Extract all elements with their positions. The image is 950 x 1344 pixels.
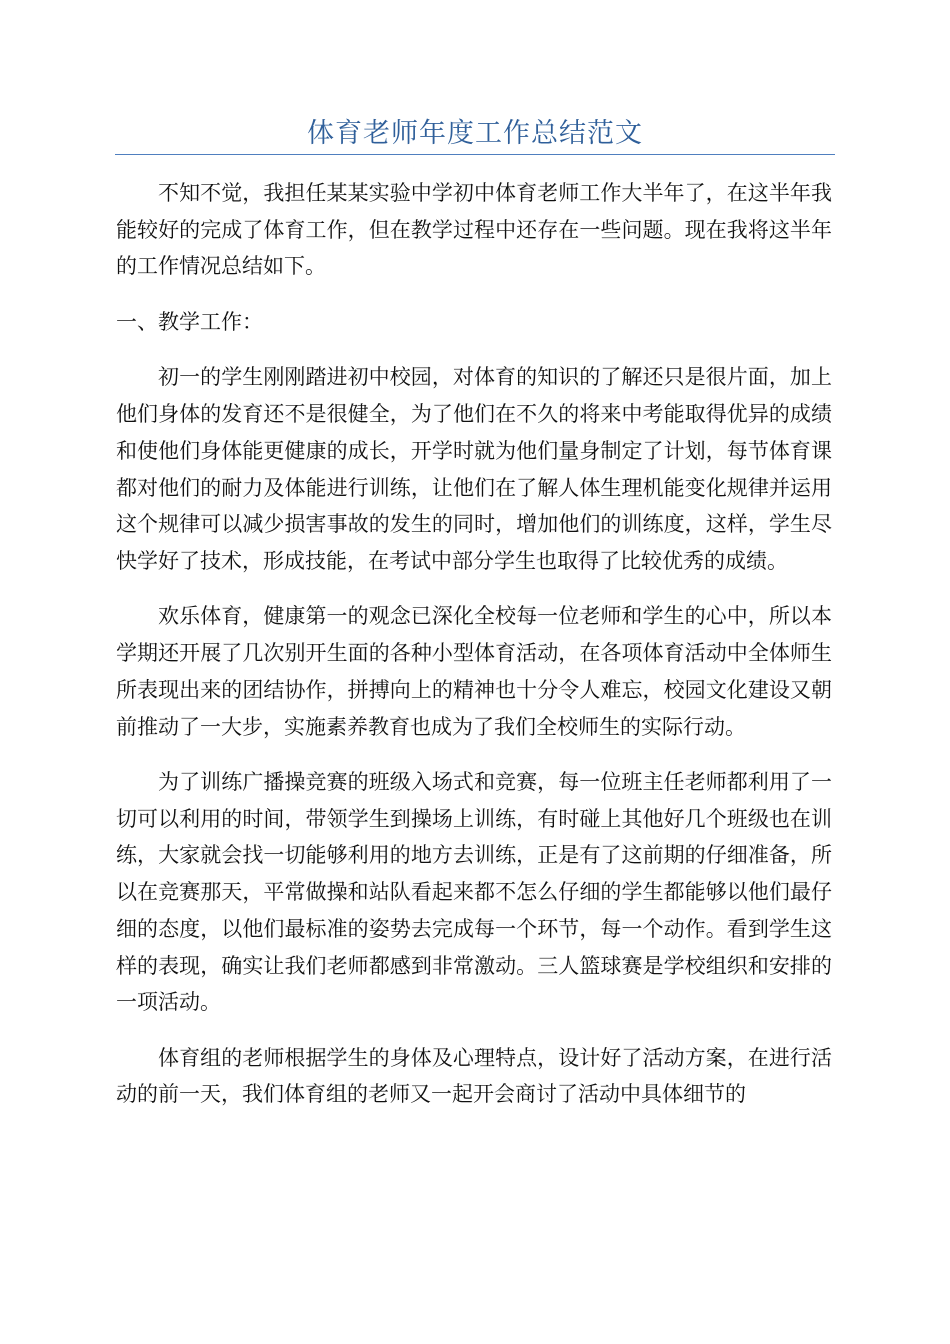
paragraph-broadcast-exercise: 为了训练广播操竞赛的班级入场式和竞赛，每一位班主任老师都利用了一切可以利用的时间，带领学生到操场上训练，有时碰上其他好几个班级也在训练，大家就会找一切能够利用的地方去训练，正是有了这前期的仔细准备，所以在竞赛那天，平常做操和站队看起来都不怎么仔细的学生都能够以他们最仔细的态度，以他们最标准的姿势去完成每一个环节，每一个动作。看到学生这样的表现，确实让我们老师都感到非常激动。三人篮球赛是学校组织和安排的一项活动。 [116, 770, 832, 1015]
paragraph-happy-sports: 欢乐体育，健康第一的观念已深化全校每一位老师和学生的心中，所以本学期还开展了几次别开生面的各种小型体育活动，在各项体育活动中全体师生所表现出来的团结协作，拼搏向上的精神也十分令人难忘，校园文化建设又朝前推动了一大步，实施素养教育也成为了我们全校师生的实际行动。 [116, 604, 832, 739]
paragraph-pe-group: 体育组的老师根据学生的身体及心理特点，设计好了活动方案，在进行活动的前一天，我们体育组的老师又一起开会商讨了活动中具体细节的 [116, 1045, 832, 1107]
paragraph-intro: 不知不觉，我担任某某实验中学初中体育老师工作大半年了，在这半年我能较好的完成了体育工作，但在教学过程中还存在一些问题。现在我将这半年的工作情况总结如下。 [116, 181, 832, 279]
paragraph-grade-one: 初一的学生刚刚踏进初中校园，对体育的知识的了解还只是很片面，加上他们身体的发育还不是很健全，为了他们在不久的将来中考能取得优异的成绩和使他们身体能更健康的成长，开学时就为他们量身制定了计划，每节体育课都对他们的耐力及体能进行训练，让他们在了解人体生理机能变化规律并运用这个规律可以减少损害事故的发生的同时，增加他们的训练度，这样，学生尽快学好了技术，形成技能，在考试中部分学生也取得了比较优秀的成绩。 [116, 365, 832, 573]
document-title: 体育老师年度工作总结范文 [307, 118, 643, 149]
section-heading-teaching: 一、教学工作： [116, 309, 263, 334]
title-underline [115, 154, 835, 155]
document-body [116, 175, 832, 1132]
